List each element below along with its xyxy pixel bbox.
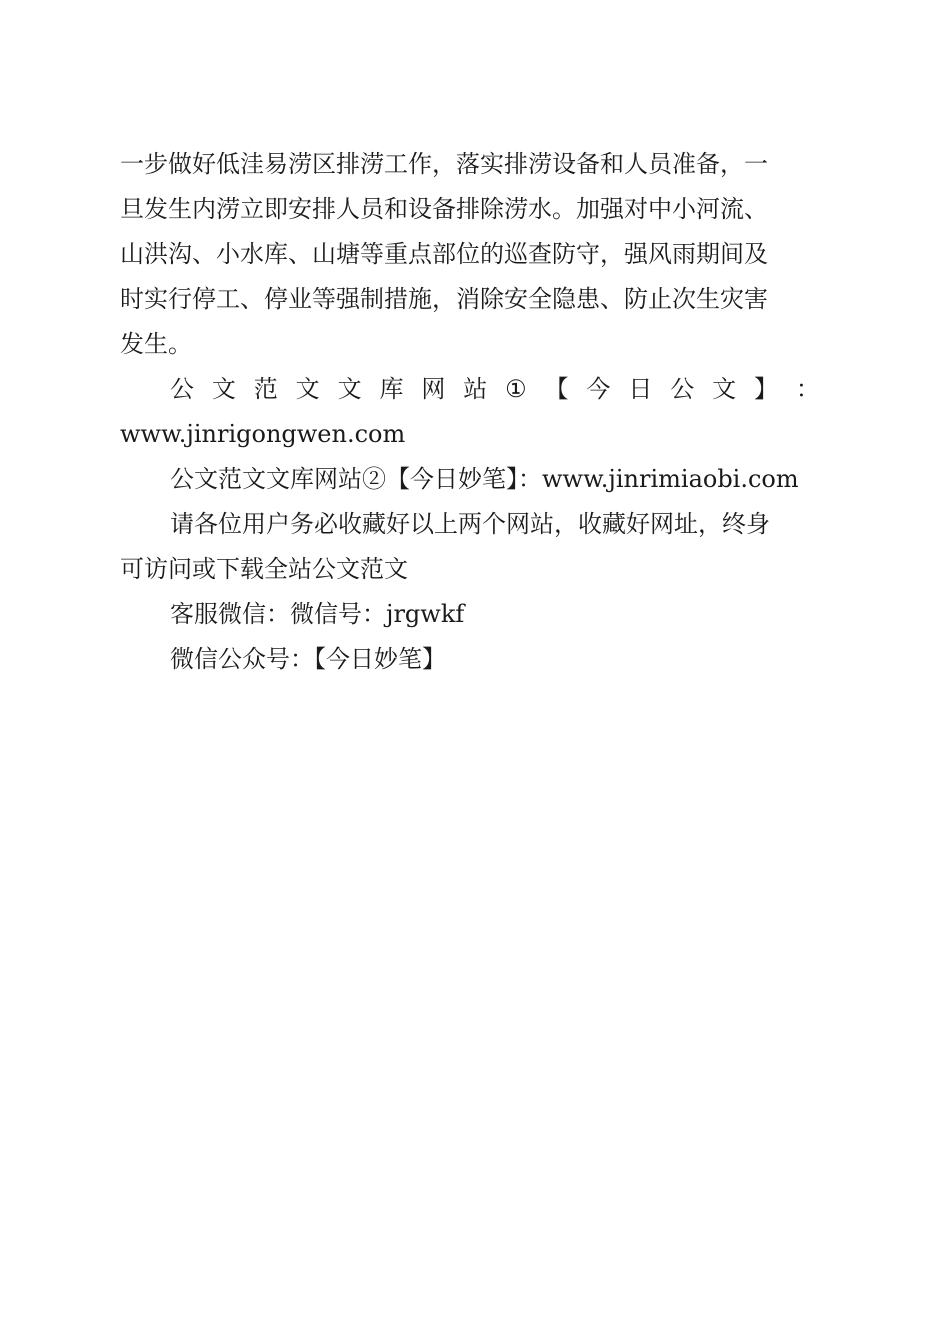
site1-label-char: 文: [712, 375, 737, 403]
body-line-2: 旦发生内涝立即安排人员和设备排除涝水。加强对中小河流、: [120, 195, 768, 223]
site1-label-char: 文: [211, 375, 236, 403]
site1-label-char: 公: [670, 375, 695, 403]
site1-label-line: [120, 367, 820, 412]
body-line-4: 时实行停工、停业等强制措施，消除安全隐患、防止次生灾害: [120, 285, 768, 313]
site1-label-char: ：: [795, 375, 820, 403]
site1-label-char: 【: [544, 375, 569, 403]
site1-label-char: 日: [628, 375, 653, 403]
notice-paragraph: [120, 502, 820, 592]
site1-label-char: 文: [337, 375, 362, 403]
notice-line-2: 可访问或下载全站公文范文: [120, 555, 408, 583]
body-line-1: 一步做好低洼易涝区排涝工作，落实排涝设备和人员准备，一: [120, 150, 768, 178]
document-body: [120, 142, 820, 682]
site1-label-char: 公: [170, 375, 194, 403]
site1-label-char: 网: [421, 375, 446, 403]
site1-paragraph: [120, 367, 820, 457]
body-line-3: 山洪沟、小水库、山塘等重点部位的巡查防守，强风雨期间及: [120, 240, 768, 268]
site1-label-char: ①: [505, 375, 527, 403]
site1-label-char: 站: [463, 375, 488, 403]
body-paragraph: [120, 142, 820, 367]
site2-line: 公文范文文库网站②【今日妙笔】：www.jinrimiaobi.com: [170, 465, 799, 493]
body-line-5: 发生。: [120, 330, 192, 358]
site1-label-char: 范: [253, 375, 278, 403]
site1-label-char: 库: [379, 375, 404, 403]
official-account-line: 微信公众号：【今日妙笔】: [170, 645, 446, 673]
site1-label-char: 】: [753, 375, 778, 403]
site1-url: www.jinrigongwen.com: [120, 420, 406, 448]
site1-label-char: 文: [295, 375, 320, 403]
service-wechat-paragraph: [120, 592, 820, 637]
site2-paragraph: [120, 457, 820, 502]
site1-label-char: 今: [586, 375, 611, 403]
notice-line-1: 请各位用户务必收藏好以上两个网站，收藏好网址，终身: [170, 510, 770, 538]
service-wechat-line: 客服微信：微信号：jrgwkf: [170, 600, 465, 628]
official-account-paragraph: [120, 637, 820, 682]
